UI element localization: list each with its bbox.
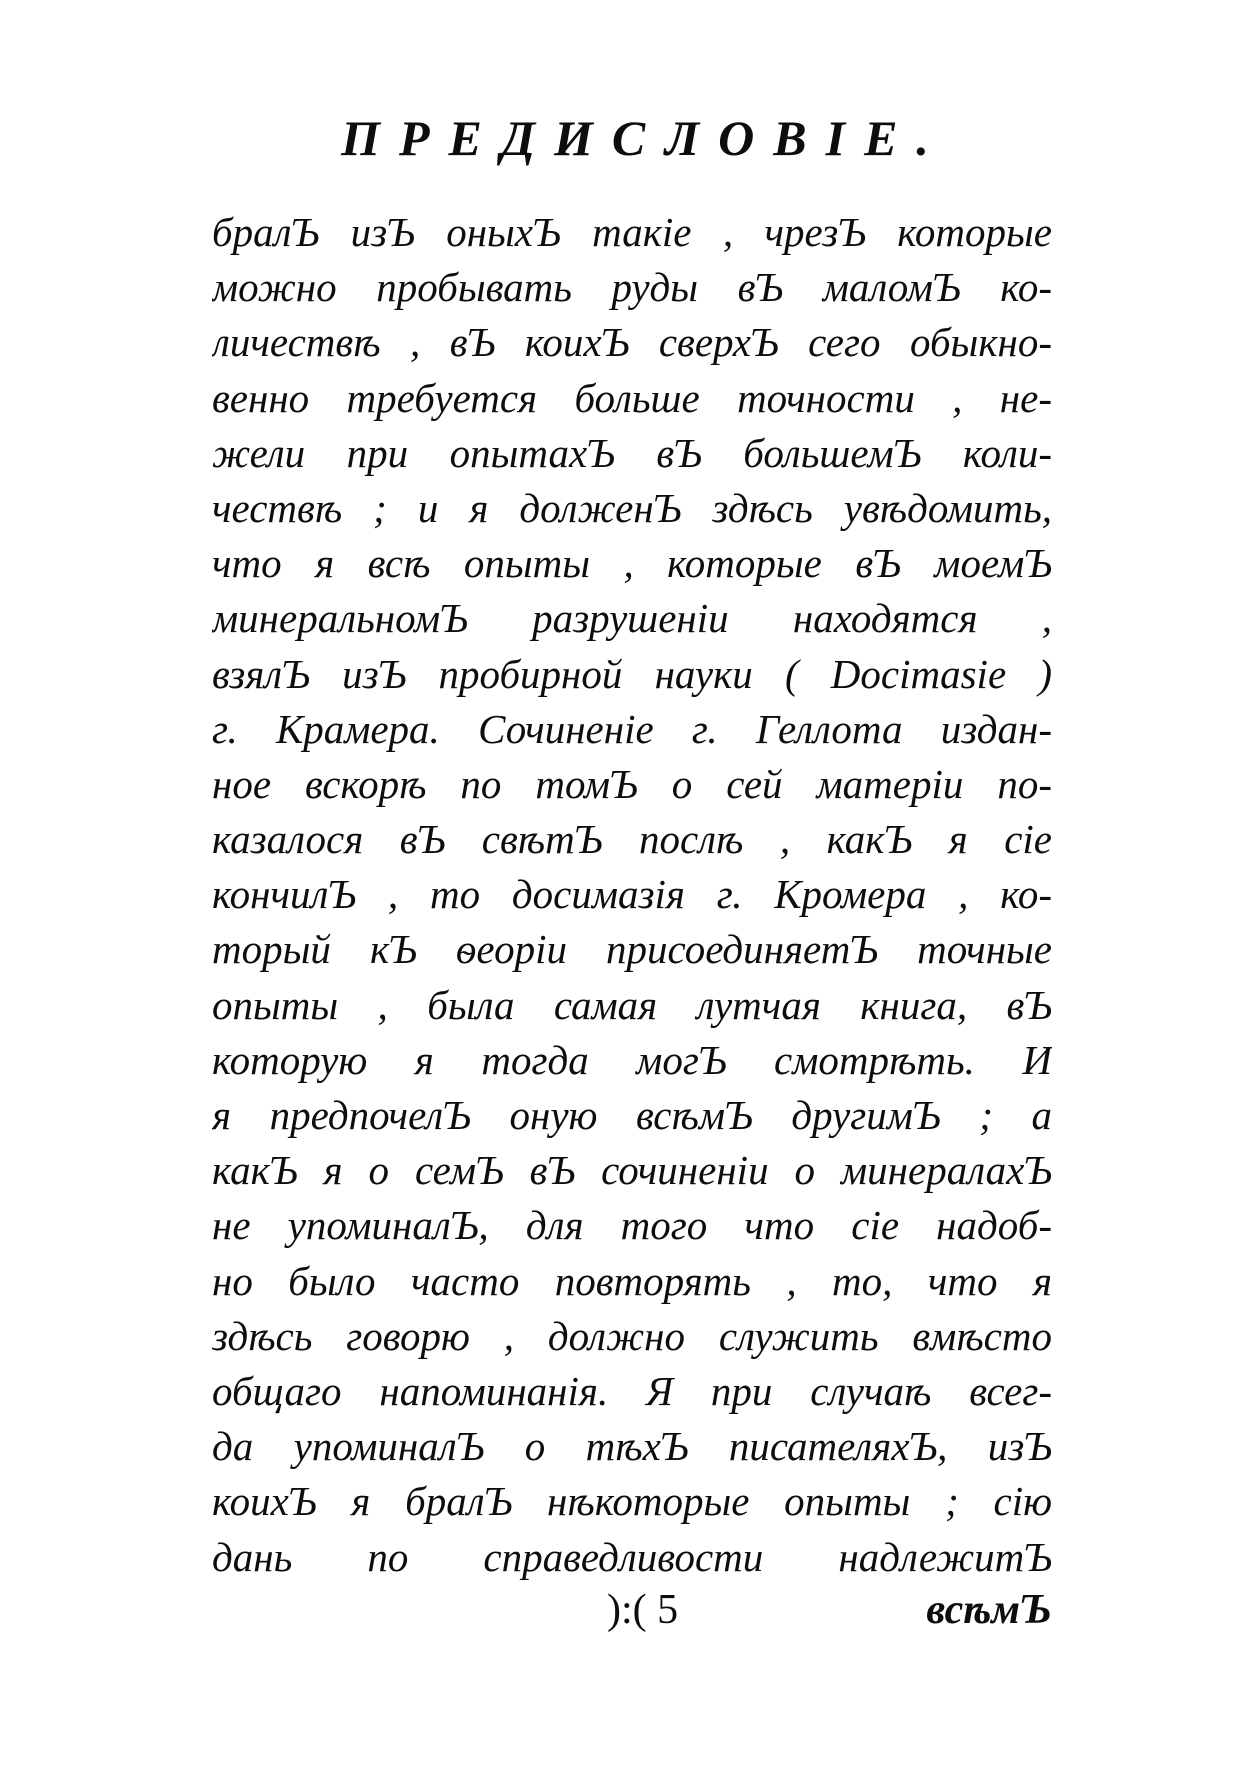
text-line: минеральномЪ разрушеніи находятся , [212, 595, 1052, 642]
text-line: дань по справедливости надлежитЪ [212, 1533, 1052, 1580]
text-line: венно требуется больше точности , не- [212, 374, 1052, 421]
text-line: какЪ я о семЪ вЪ сочиненіи о минералахЪ [212, 1147, 1052, 1194]
text-line: чествѣ ; и я долженЪ здѣсь увѣдомить, [212, 484, 1052, 531]
signature-mark: ):( 5 [607, 1587, 679, 1633]
text-line: но было часто повторять , то, что я [212, 1257, 1052, 1304]
text-line: что я всѣ опыты , которые вЪ моемЪ [212, 540, 1052, 587]
text-line: да упоминалЪ о тѣхЪ писателяхЪ, изЪ [212, 1423, 1052, 1470]
text-line: бралЪ изЪ оныхЪ такіе , чрезЪ которые [212, 209, 1052, 255]
page-header-title: ПРЕДИСЛОВІЕ. [341, 110, 948, 166]
text-line: коихЪ я бралЪ нѣкоторые опыты ; сію [212, 1478, 1052, 1525]
text-line: которую я тогда могЪ смотрѣть. И [212, 1036, 1052, 1083]
text-line: казалося вЪ свѣтЪ послѣ , какЪ я сіе [212, 816, 1052, 863]
text-line: г. Крамера. Сочиненіе г. Геллота издан- [212, 705, 1052, 752]
text-line: здѣсь говорю , должно служить вмѣсто [212, 1312, 1052, 1359]
catchword: всѣмЪ [926, 1587, 1052, 1633]
text-line: личествѣ , вЪ коихЪ сверхЪ сего обыкно- [212, 319, 1052, 366]
text-line: я предпочелЪ оную всѣмЪ другимЪ ; а [212, 1092, 1052, 1138]
text-line: ное вскорѣ по томЪ о сей матеріи по- [212, 760, 1052, 807]
text-line: общаго напоминанія. Я при случаѣ всег- [212, 1367, 1052, 1414]
text-line: кончилЪ , то досимазія г. Кромера , ко- [212, 871, 1052, 918]
text-line: опыты , была самая лутчая книга, вЪ [212, 981, 1052, 1028]
text-line: не упоминалЪ, для того что сіе надоб- [212, 1202, 1052, 1249]
text-line: взялЪ изЪ пробирной науки ( Docimasie ) [212, 650, 1052, 697]
text-line: торый кЪ ѳеоріи присоединяетЪ точные [212, 926, 1052, 973]
page-footer [212, 1580, 1052, 1640]
body-text [212, 205, 1052, 1585]
text-line: можно пробывать руды вЪ маломЪ ко- [212, 264, 1052, 311]
text-line: жели при опытахЪ вЪ большемЪ коли- [212, 429, 1052, 476]
